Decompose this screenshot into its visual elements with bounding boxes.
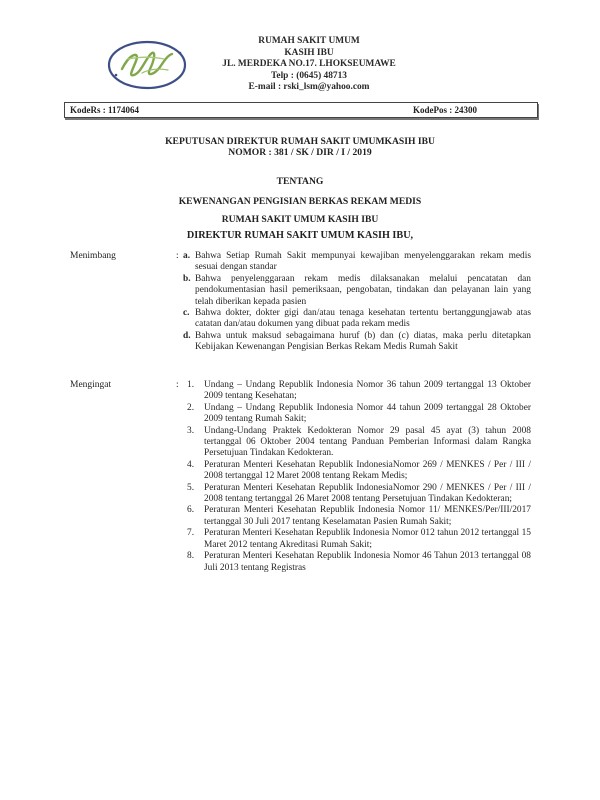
kode-rs: KodeRs : 1174064 <box>70 105 140 115</box>
menimbang-item <box>183 308 531 331</box>
hospital-logo-icon <box>106 39 188 91</box>
mengingat-item <box>183 528 531 551</box>
decree-subject <box>60 193 540 229</box>
item-text: Bahwa penyelenggaraan rekam medis dilaksanakan melalui pencatatan dan pendokumentasian hasil pemeriksaan, pengobatan, tindakan dan pelayanan lain yang telah diberikan kepada pasien <box>195 273 531 307</box>
item-text: Undang-Undang Praktek Kedokteran Nomor 29 pasal 45 ayat (3) tahun 2008 tertanggal 06 Oktober 2004 tentang Panduan Pemberian Informasi dalam Rangka Persetujuan Tindakan Kedokteran. <box>204 425 531 459</box>
decree-heading: KEPUTUSAN DIREKTUR RUMAH SAKIT UMUMKASIH IBU <box>165 136 435 147</box>
menimbang-item <box>183 331 531 354</box>
menimbang-colon: : <box>176 251 179 261</box>
mengingat-item <box>183 460 531 483</box>
item-marker: 5. <box>187 482 195 493</box>
menimbang-item <box>183 274 531 308</box>
kode-pos: KodePos : 24300 <box>413 105 477 115</box>
mengingat-item <box>183 505 531 528</box>
item-text: Bahwa dokter, dokter gigi dan/atau tenaga kesehatan tertentu bertanggungjawab atas catatan dan/atau dokumen yang dibuat pada rekam medis <box>195 308 531 330</box>
hospital-email: E-mail : rski_lsm@yahoo.com <box>248 82 370 93</box>
item-marker: 7. <box>187 528 195 539</box>
code-box <box>64 102 538 118</box>
mengingat-item <box>183 483 531 506</box>
item-marker: 4. <box>187 459 195 470</box>
decree-title <box>60 136 540 158</box>
mengingat-item <box>183 380 531 403</box>
item-text: Undang – Undang Republik Indonesia Nomor 44 tahun 2009 tertanggal 28 Oktober 2009 tentang Rumah Sakit; <box>204 402 531 425</box>
item-text: Bahwa Setiap Rumah Sakit mempunyai kewajiban menyelenggarakan rekam medis sesuai dengan standar <box>195 251 531 273</box>
mengingat-colon: : <box>176 380 179 390</box>
item-text: Peraturan Menteri Kesehatan Republik Indonesia Nomor 11/ MENKES/Per/III/2017 tertanggal 30 Juli 2017 tentang Keselamatan Pasien Rumah Sakit; <box>204 505 531 527</box>
item-text: Bahwa untuk maksud sebagaimana huruf (b) dan (c) diatas, maka perlu ditetapkan Kebijakan Kewenangan Pengisian Berkas Rekam Medis Rumah Sakit <box>195 330 531 353</box>
item-text: Peraturan Menteri Kesehatan Republik IndonesiaNomor 290 / MENKES / Per / III / 2008 tentang tertanggal 26 Maret 2008 tentang Persetujuan Tindakan Kedokteran; <box>204 482 531 505</box>
subject-line-1: KEWENANGAN PENGISIAN BERKAS REKAM MEDIS <box>178 196 422 207</box>
hospital-phone: Telp : (0645) 48713 <box>271 70 347 81</box>
menimbang-label: Menimbang <box>70 251 116 261</box>
mengingat-item <box>183 426 531 460</box>
hospital-type: RUMAH SAKIT UMUM <box>258 36 360 46</box>
item-text: Undang – Undang Republik Indonesia Nomor 36 tahun 2009 tertanggal 13 Oktober 2009 tentang Kesehatan; <box>204 380 531 402</box>
item-text: Peraturan Menteri Kesehatan Republik Indonesia Nomor 012 tahun 2012 tertanggal 15 Maret 2012 tentang Akreditasi Rumah Sakit; <box>204 528 531 550</box>
subject-line-2: RUMAH SAKIT UMUM KASIH IBU <box>221 214 379 225</box>
mengingat-list <box>183 380 531 574</box>
mengingat-label: Mengingat <box>70 380 112 390</box>
item-marker: 6. <box>187 505 195 516</box>
item-marker: c. <box>183 308 190 319</box>
item-marker: 1. <box>187 380 195 390</box>
item-text: Peraturan Menteri Kesehatan Republik Indonesia Nomor 46 Tahun 2013 tertanggal 08 Juli 2013 tentang Registras <box>204 551 531 573</box>
decree-number: NOMOR : 381 / SK / DIR / I / 2019 <box>228 147 372 158</box>
mengingat-item <box>183 551 531 574</box>
item-text: Peraturan Menteri Kesehatan Republik IndonesiaNomor 269 / MENKES / Per / III / 2008 tertanggal 12 Maret 2008 tentang Rekam Medis; <box>204 459 531 482</box>
item-marker: b. <box>183 273 191 284</box>
tentang-heading: TENTANG <box>276 176 324 187</box>
item-marker: 3. <box>187 425 195 436</box>
hospital-address: JL. MERDEKA NO.17. LHOKSEUMAWE <box>222 59 396 70</box>
menimbang-item <box>183 251 531 274</box>
hospital-name: KASIH IBU <box>284 47 334 58</box>
item-marker: a. <box>183 251 191 261</box>
director-heading: DIREKTUR RUMAH SAKIT UMUM KASIH IBU, <box>186 230 414 241</box>
item-marker: 2. <box>187 402 195 413</box>
item-marker: 8. <box>187 551 195 562</box>
hospital-info <box>214 36 404 94</box>
item-marker: d. <box>183 330 191 341</box>
mengingat-item <box>183 403 531 426</box>
letterhead <box>96 34 516 98</box>
menimbang-list <box>183 251 531 354</box>
